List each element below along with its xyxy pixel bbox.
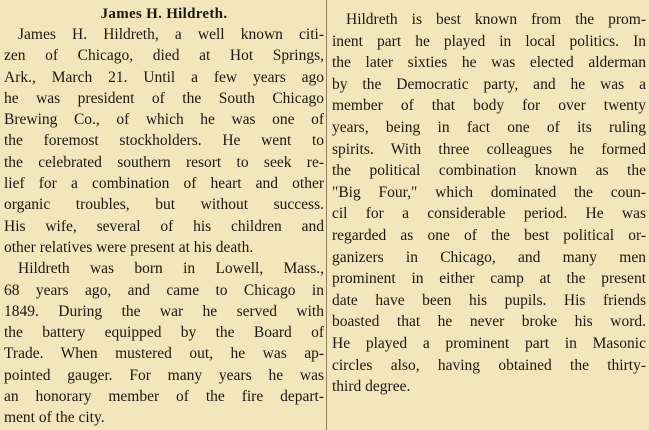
- column-divider: [326, 0, 327, 430]
- text-line: Trade. When mustered out, he was ap-: [4, 345, 324, 363]
- text-line: Brewing Co., of which he was one of: [4, 111, 324, 129]
- text-line: "Big Four," which dominated the coun-: [332, 183, 646, 201]
- left-column-text: [4, 24, 324, 429]
- text-line: James H. Hildreth, a well known citi-: [18, 26, 324, 43]
- text-line: His wife, several of his children and: [4, 217, 324, 235]
- text-line: Ark., March 21. Until a few years ago: [4, 68, 324, 86]
- text-line: spirits. With three colleagues he formed: [332, 140, 646, 158]
- text-line: the celebrated southern resort to seek re-: [4, 153, 324, 171]
- text-line: prominent in either camp at the present: [332, 270, 646, 288]
- text-line: member of that body for over twenty: [332, 97, 646, 115]
- text-line: Hildreth is best known from the prom-: [346, 11, 646, 28]
- text-line: ganizers in Chicago, and many men: [332, 248, 646, 266]
- text-line: the political combination known as the: [332, 162, 646, 180]
- text-line: by the Democratic party, and he was a: [332, 75, 646, 93]
- text-line: the foremost stockholders. He went to: [4, 132, 324, 150]
- text-line: boasted that he never broke his word.: [332, 313, 646, 331]
- text-line: regarded as one of the best political or-: [332, 226, 646, 244]
- text-line: pointed gauger. For many years he was: [4, 366, 324, 384]
- text-line: cil for a considerable period. He was: [332, 205, 646, 223]
- text-line: circles also, having obtained the thirty-: [332, 356, 646, 374]
- text-line: other relatives were present at his death.: [4, 238, 254, 256]
- text-line: third degree.: [332, 378, 411, 396]
- text-line: 68 years ago, and came to Chicago in: [4, 281, 324, 299]
- right-column-text: [332, 9, 646, 398]
- headline: James H. Hildreth.: [100, 6, 228, 22]
- text-line: date have been his pupils. His friends: [332, 291, 646, 309]
- text-line: he was president of the South Chicago: [4, 89, 324, 107]
- text-line: Hildreth was born in Lowell, Mass.,: [18, 260, 324, 278]
- text-line: lief for a combination of heart and other: [4, 175, 324, 193]
- text-line: He played a prominent part in Masonic: [332, 334, 646, 352]
- text-line: ment of the city.: [4, 409, 105, 427]
- text-line: zen of Chicago, died at Hot Springs,: [4, 47, 324, 65]
- left-column: [4, 0, 324, 429]
- text-line: organic troubles, but without success.: [4, 196, 324, 214]
- text-line: years, being in fact one of its ruling: [332, 118, 646, 136]
- text-line: the later sixties he was elected alderman: [332, 54, 646, 72]
- text-line: an honorary member of the fire depart-: [4, 388, 324, 406]
- text-line: inent part he played in local politics. In: [332, 32, 646, 50]
- text-line: the battery equipped by the Board of: [4, 324, 324, 342]
- text-line: 1849. During the war he served with: [4, 302, 324, 320]
- right-column: [332, 0, 646, 398]
